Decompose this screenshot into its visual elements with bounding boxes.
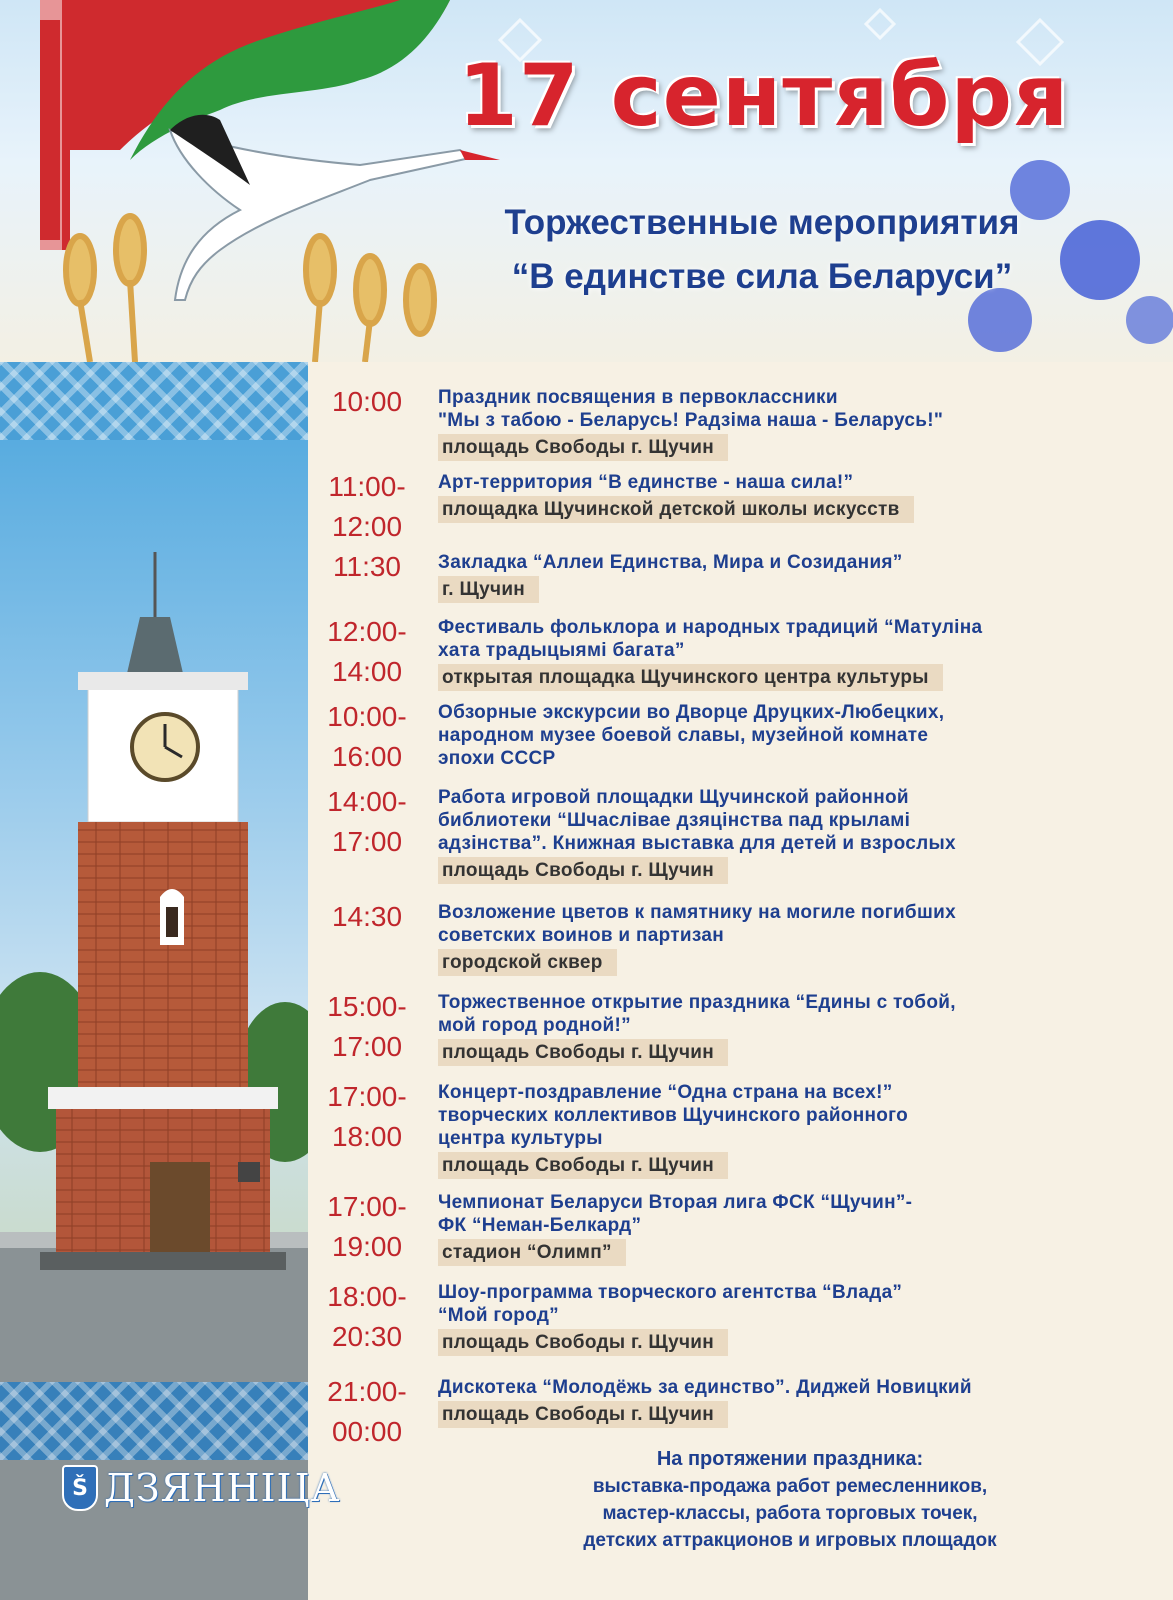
footer-heading: На протяжении праздника: bbox=[656, 1448, 924, 1470]
wheat-icon bbox=[66, 216, 434, 362]
logo bbox=[62, 1458, 340, 1518]
logo-mark-icon: Š bbox=[62, 1465, 98, 1511]
ornament-band-bottom bbox=[0, 1382, 308, 1460]
event-time-end: 20:30 bbox=[331, 1321, 403, 1352]
logo-text: ДЗЯННІЦА bbox=[104, 1466, 341, 1510]
event-description bbox=[438, 1191, 1138, 1266]
event-time-start: 11:00- bbox=[328, 471, 406, 502]
event-description-line: "Мы з табою - Беларусь! Радзіма наша - Беларусь!" bbox=[438, 410, 944, 431]
event-time-start: 14:00- bbox=[327, 786, 407, 817]
event-location: стадион “Олимп” bbox=[438, 1239, 626, 1266]
event-time-start: 10:00 bbox=[331, 386, 403, 417]
event-description bbox=[438, 1081, 1138, 1179]
event-time-end: 16:00 bbox=[331, 741, 403, 772]
event-description-line: советских воинов и партизан bbox=[438, 925, 725, 946]
event-time bbox=[308, 467, 426, 547]
event-time-start: 11:30 bbox=[333, 551, 401, 582]
event-description-line: библиотеки “Шчаслівае дзяцінства пад крыламі bbox=[438, 810, 911, 831]
event-location: площадь Свободы г. Щучин bbox=[438, 1039, 728, 1066]
event-location: городской сквер bbox=[438, 949, 617, 976]
event-time bbox=[308, 1077, 426, 1157]
event-description-line: творческих коллективов Щучинского районного bbox=[438, 1105, 909, 1126]
event-description bbox=[438, 471, 1138, 523]
event-description-line: Арт-территория “В единстве - наша сила!” bbox=[438, 472, 854, 493]
event-description-line: Фестиваль фольклора и народных традиций “Матуліна bbox=[438, 617, 983, 638]
event-description bbox=[438, 901, 1138, 976]
event-time-start: 10:00- bbox=[327, 701, 407, 732]
event-location: площадь Свободы г. Щучин bbox=[438, 1152, 728, 1179]
event-location: открытая площадка Щучинского центра культуры bbox=[438, 664, 943, 691]
event-time bbox=[308, 382, 426, 422]
event-description-line: Дискотека “Молодёжь за единство”. Диджей Новицкий bbox=[438, 1377, 972, 1398]
event-time bbox=[308, 897, 426, 937]
event-time-end: 17:00 bbox=[331, 1031, 403, 1062]
event-description-line: мой город родной!” bbox=[438, 1015, 631, 1036]
event-time-end: 18:00 bbox=[331, 1121, 403, 1152]
event-description-line: эпохи СССР bbox=[438, 748, 556, 769]
event-time-start: 17:00- bbox=[327, 1191, 407, 1222]
event-description-line: адзінства”. Книжная выставка для детей и взрослых bbox=[438, 833, 956, 854]
event-time bbox=[308, 987, 426, 1067]
event-description-line: Концерт-поздравление “Одна страна на всех!” bbox=[438, 1082, 893, 1103]
event-description-line: Праздник посвящения в первоклассники bbox=[438, 387, 838, 408]
event-time bbox=[308, 697, 426, 777]
event-subtitle-line-1: Торжественные мероприятия bbox=[504, 203, 1020, 242]
event-schedule bbox=[308, 362, 1173, 1600]
event-description-line: Работа игровой площадки Щучинской районной bbox=[438, 787, 909, 808]
footer-line: мастер-классы, работа торговых точек, bbox=[602, 1503, 978, 1524]
event-description-line: хата традыцыямі багата” bbox=[438, 640, 685, 661]
event-description-line: центра культуры bbox=[438, 1128, 603, 1149]
event-description bbox=[438, 616, 1138, 691]
event-time bbox=[308, 1187, 426, 1267]
event-description bbox=[438, 1281, 1138, 1356]
event-time-end: 00:00 bbox=[331, 1416, 403, 1447]
footer-line: выставка-продажа работ ремесленников, bbox=[592, 1476, 988, 1497]
event-description bbox=[438, 786, 1138, 884]
event-time-start: 15:00- bbox=[327, 991, 407, 1022]
event-description-line: Закладка “Аллеи Единства, Мира и Созидания” bbox=[438, 552, 903, 573]
event-time bbox=[308, 547, 426, 587]
footer-note bbox=[430, 1446, 1150, 1554]
event-time bbox=[308, 1277, 426, 1357]
event-time bbox=[308, 612, 426, 692]
footer-line: детских аттракционов и игровых площадок bbox=[583, 1530, 997, 1551]
event-description-line: “Мой город” bbox=[438, 1305, 559, 1326]
event-description bbox=[438, 551, 1138, 603]
event-location: площадка Щучинской детской школы искусств bbox=[438, 496, 914, 523]
event-description-line: Чемпионат Беларуси Вторая лига ФСК “Щучин”- bbox=[438, 1192, 913, 1213]
event-subtitle bbox=[432, 196, 1092, 304]
event-location: г. Щучин bbox=[438, 576, 539, 603]
event-description-line: народном музее боевой славы, музейной комнате bbox=[438, 725, 929, 746]
event-description bbox=[438, 386, 1138, 461]
event-location: площадь Свободы г. Щучин bbox=[438, 857, 728, 884]
event-description-line: Возложение цветов к памятнику на могиле погибших bbox=[438, 902, 956, 923]
event-location: площадь Свободы г. Щучин bbox=[438, 1401, 728, 1428]
event-description-line: Торжественное открытие праздника “Едины с тобой, bbox=[438, 992, 956, 1013]
event-time-start: 14:30 bbox=[331, 901, 403, 932]
event-description-line: Шоу-программа творческого агентства “Влада” bbox=[438, 1282, 903, 1303]
event-time bbox=[308, 782, 426, 862]
event-description-line: ФК “Неман-Белкард” bbox=[438, 1215, 642, 1236]
left-illustration-column bbox=[0, 362, 308, 1600]
event-subtitle-line-2: “В единстве сила Беларуси” bbox=[511, 257, 1013, 296]
event-time-start: 17:00- bbox=[327, 1081, 407, 1112]
event-description-line: Обзорные экскурсии во Дворце Друцких-Любецких, bbox=[438, 702, 945, 723]
event-description bbox=[438, 1376, 1138, 1428]
event-date-title: 17 сентября bbox=[458, 46, 1070, 146]
event-time bbox=[308, 1372, 426, 1452]
event-time-end: 17:00 bbox=[331, 826, 403, 857]
poster-header bbox=[0, 0, 1173, 362]
event-time-end: 12:00 bbox=[331, 511, 403, 542]
event-description bbox=[438, 991, 1138, 1066]
event-time-start: 12:00- bbox=[327, 616, 407, 647]
event-location: площадь Свободы г. Щучин bbox=[438, 434, 728, 461]
event-time-start: 18:00- bbox=[327, 1281, 407, 1312]
event-description bbox=[438, 701, 1138, 770]
event-time-end: 19:00 bbox=[331, 1231, 403, 1262]
event-time-start: 21:00- bbox=[327, 1376, 407, 1407]
event-location: площадь Свободы г. Щучин bbox=[438, 1329, 728, 1356]
event-time-end: 14:00 bbox=[331, 656, 403, 687]
